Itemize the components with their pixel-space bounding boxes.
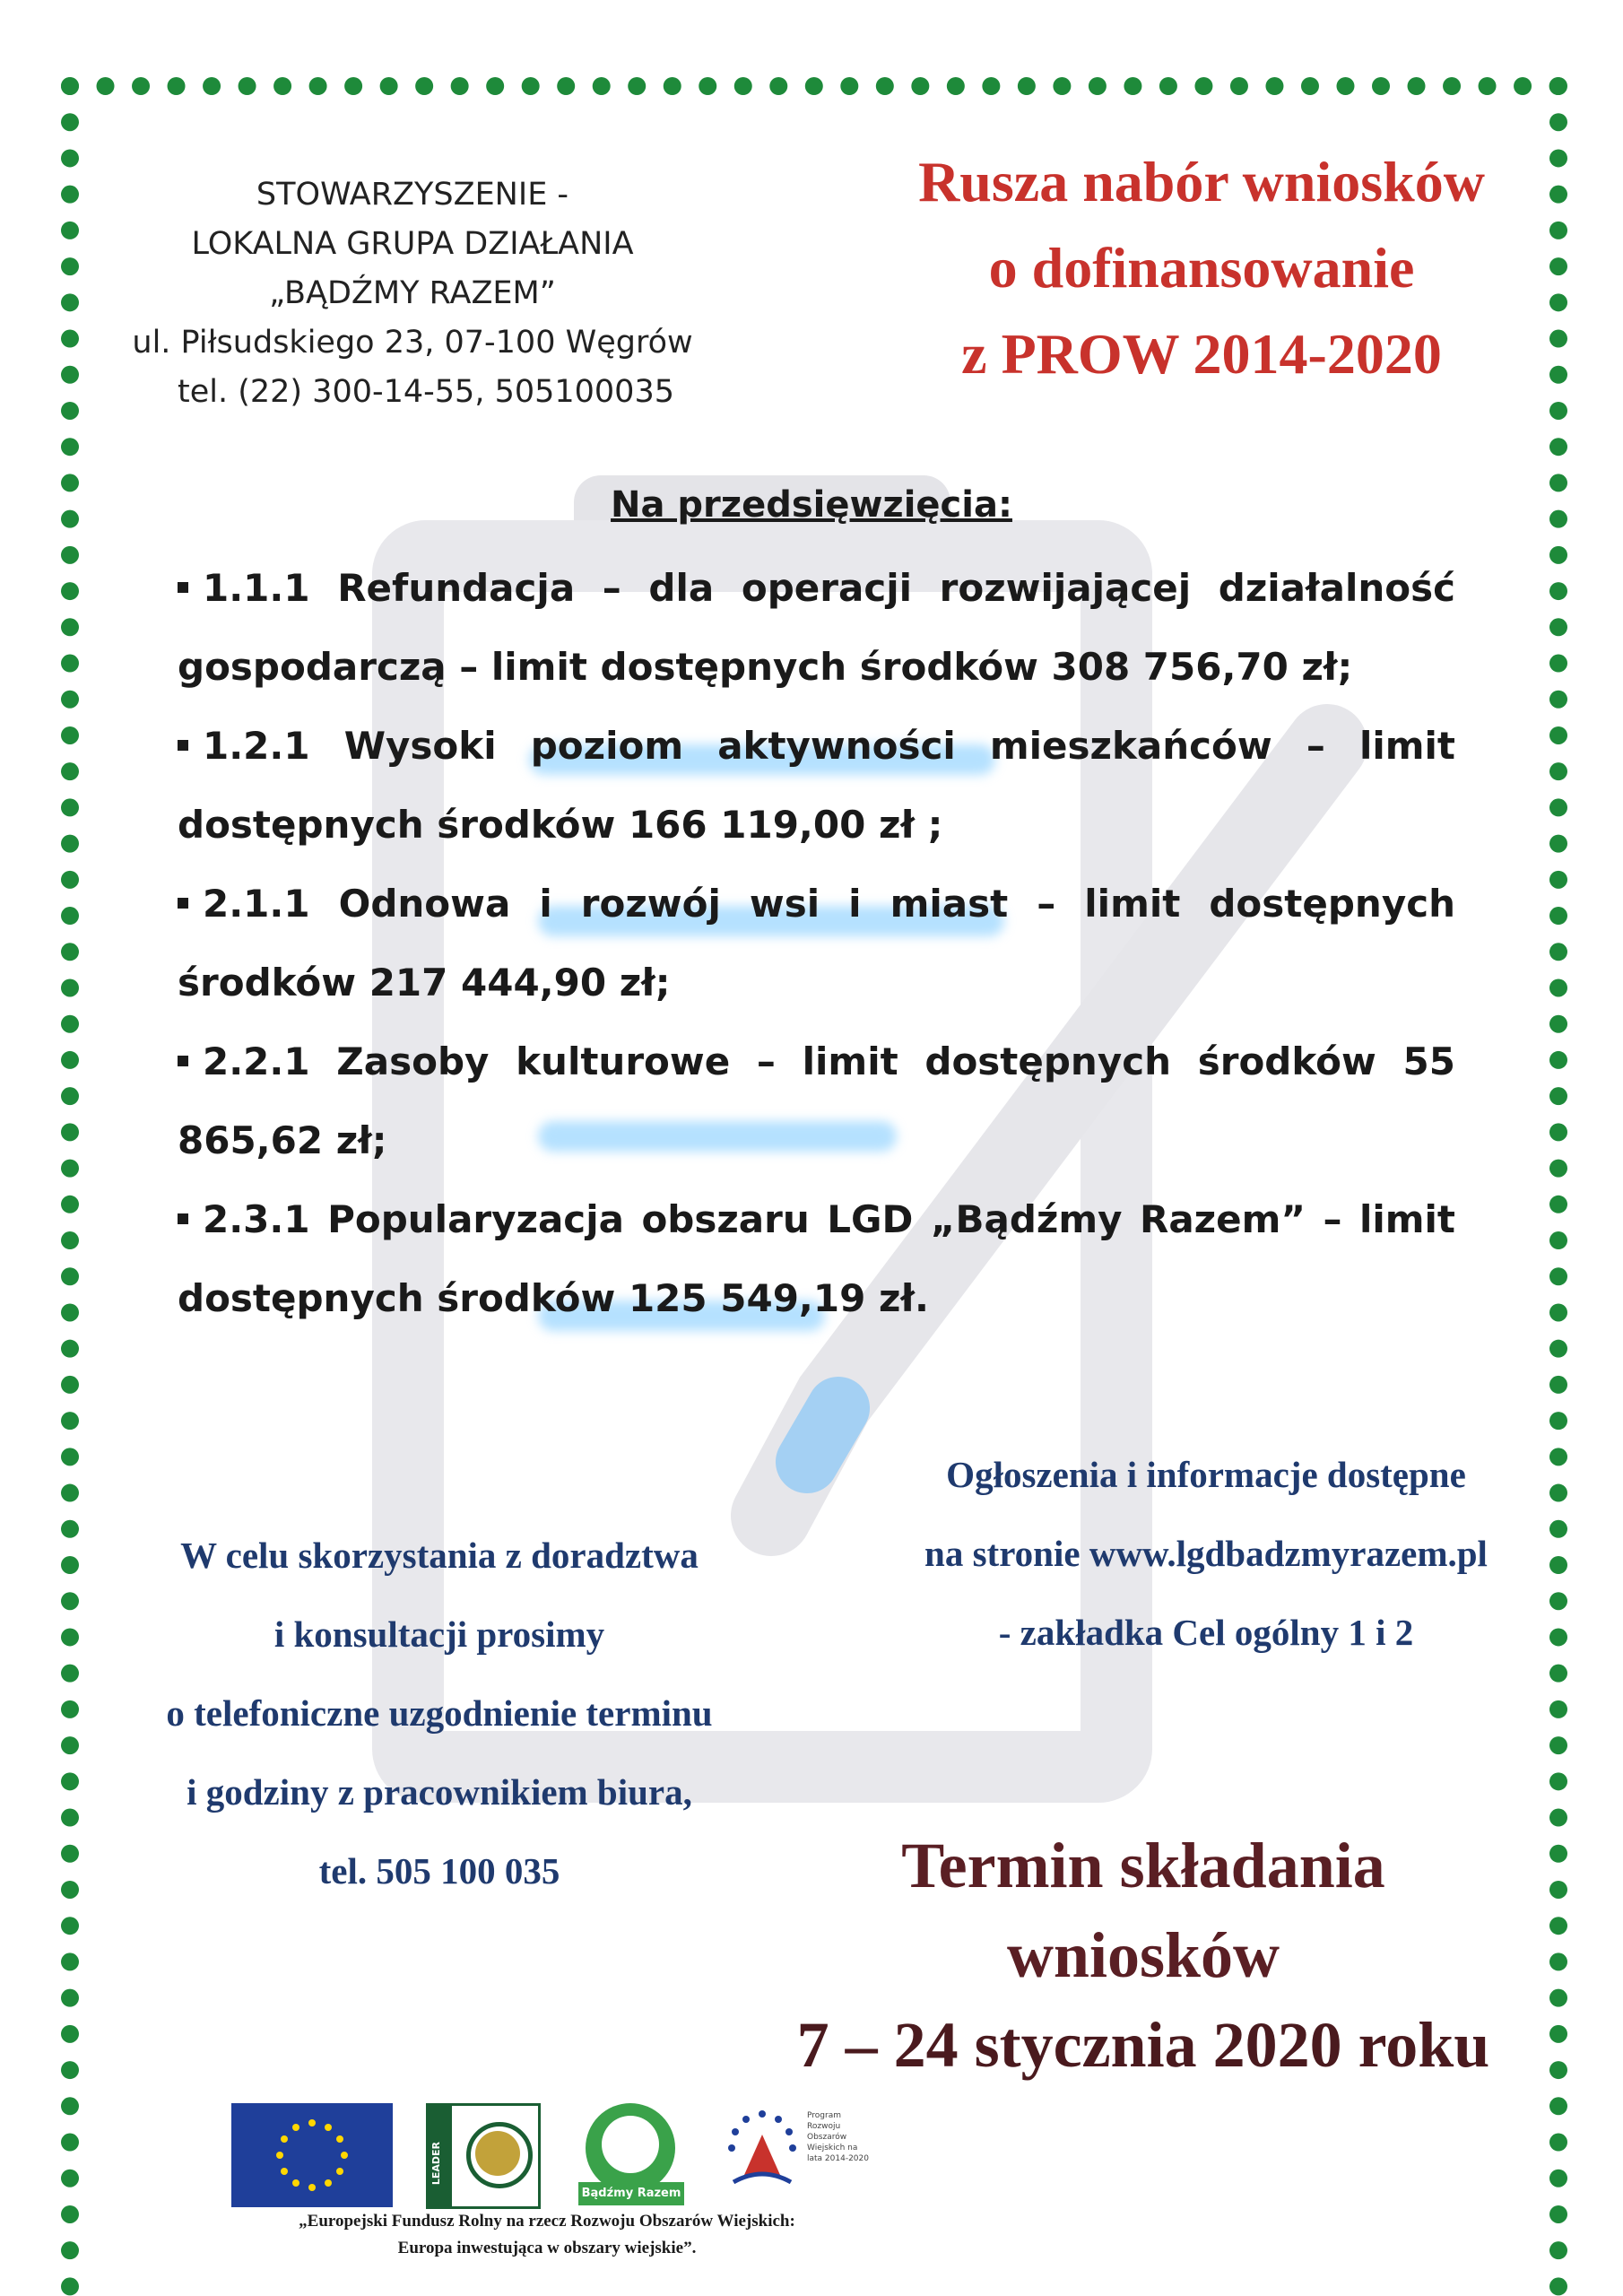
leader-logo: LEADER xyxy=(426,2103,541,2209)
list-item: 1.1.1 Refundacja – dla operacji rozwijającej działalność gospodarczą – limit dostępnych środków 308 756,70 zł; xyxy=(178,566,1455,689)
org-line-2: LOKALNA GRUPA DZIAŁANIA xyxy=(191,226,634,262)
bullet-icon xyxy=(178,740,188,751)
bullet-icon xyxy=(178,1213,188,1224)
advice-phone: tel. 505 100 035 xyxy=(318,1850,560,1892)
info-line-1: Ogłoszenia i informacje dostępne xyxy=(946,1454,1466,1495)
deadline-dates: 7 – 24 stycznia 2020 roku xyxy=(796,2009,1490,2081)
advice-line-1: W celu skorzystania z doradztwa xyxy=(180,1535,699,1576)
fund-caption-line-2: Europa inwestująca w obszary wiejskie”. xyxy=(397,2239,697,2257)
projects-heading: Na przedsięwzięcia: xyxy=(611,484,1012,526)
info-block xyxy=(812,1435,1601,1672)
list-item: 1.2.1 Wysoki poziom aktywności mieszkańców – limit dostępnych środków 166 119,00 zł ; xyxy=(178,724,1455,847)
list-item: 2.1.1 Odnowa i rozwój wsi i miast – limit dostępnych środków 217 444,90 zł; xyxy=(178,882,1455,1004)
deadline-block xyxy=(664,1821,1623,2090)
lgd-badzmy-razem-logo: Bądźmy Razem xyxy=(578,2103,684,2209)
headline xyxy=(789,139,1614,397)
advice-line-3: o telefoniczne uzgodnienie terminu xyxy=(166,1692,713,1734)
headline-line-1: Rusza nabór wniosków xyxy=(918,150,1485,213)
headline-line-2: o dofinansowanie xyxy=(988,236,1415,300)
headline-line-3: z PROW 2014-2020 xyxy=(961,322,1442,386)
deadline-line-1: Termin składania xyxy=(901,1830,1385,1901)
prow-logo: Program Rozwoju Obszarów Wiejskich na lata 2014-2020 xyxy=(717,2103,870,2209)
fund-caption xyxy=(224,2208,870,2262)
list-item: 2.3.1 Popularyzacja obszaru LGD „Bądźmy Razem” – limit dostępnych środków 125 549,19 zł. xyxy=(178,1197,1455,1320)
bullet-icon xyxy=(178,582,188,593)
advice-line-4: i godziny z pracownikiem biura, xyxy=(187,1771,692,1813)
logos-row xyxy=(224,2103,906,2211)
org-line-1: STOWARZYSZENIE - xyxy=(256,177,569,213)
org-phone: tel. (22) 300-14-55, 505100035 xyxy=(177,374,674,410)
projects-list xyxy=(178,549,1455,1338)
bullet-icon xyxy=(178,898,188,909)
fund-caption-line-1: „Europejski Fundusz Rolny na rzecz Rozwoju Obszarów Wiejskich: xyxy=(299,2212,795,2231)
organization-address xyxy=(99,170,726,417)
info-line-3: - zakładka Cel ogólny 1 i 2 xyxy=(998,1612,1414,1653)
info-website[interactable]: na stronie www.lgdbadzmyrazem.pl xyxy=(924,1533,1488,1574)
advice-line-2: i konsultacji prosimy xyxy=(273,1613,605,1655)
org-line-3: „BĄDŹMY RAZEM” xyxy=(269,275,556,311)
org-address: ul. Piłsudskiego 23, 07-100 Węgrów xyxy=(132,325,693,361)
list-item: 2.2.1 Zasoby kulturowe – limit dostępnych środków 55 865,62 zł; xyxy=(178,1039,1455,1162)
deadline-line-2: wniosków xyxy=(1006,1919,1280,1991)
bullet-icon xyxy=(178,1056,188,1066)
eu-flag-logo xyxy=(231,2103,393,2207)
